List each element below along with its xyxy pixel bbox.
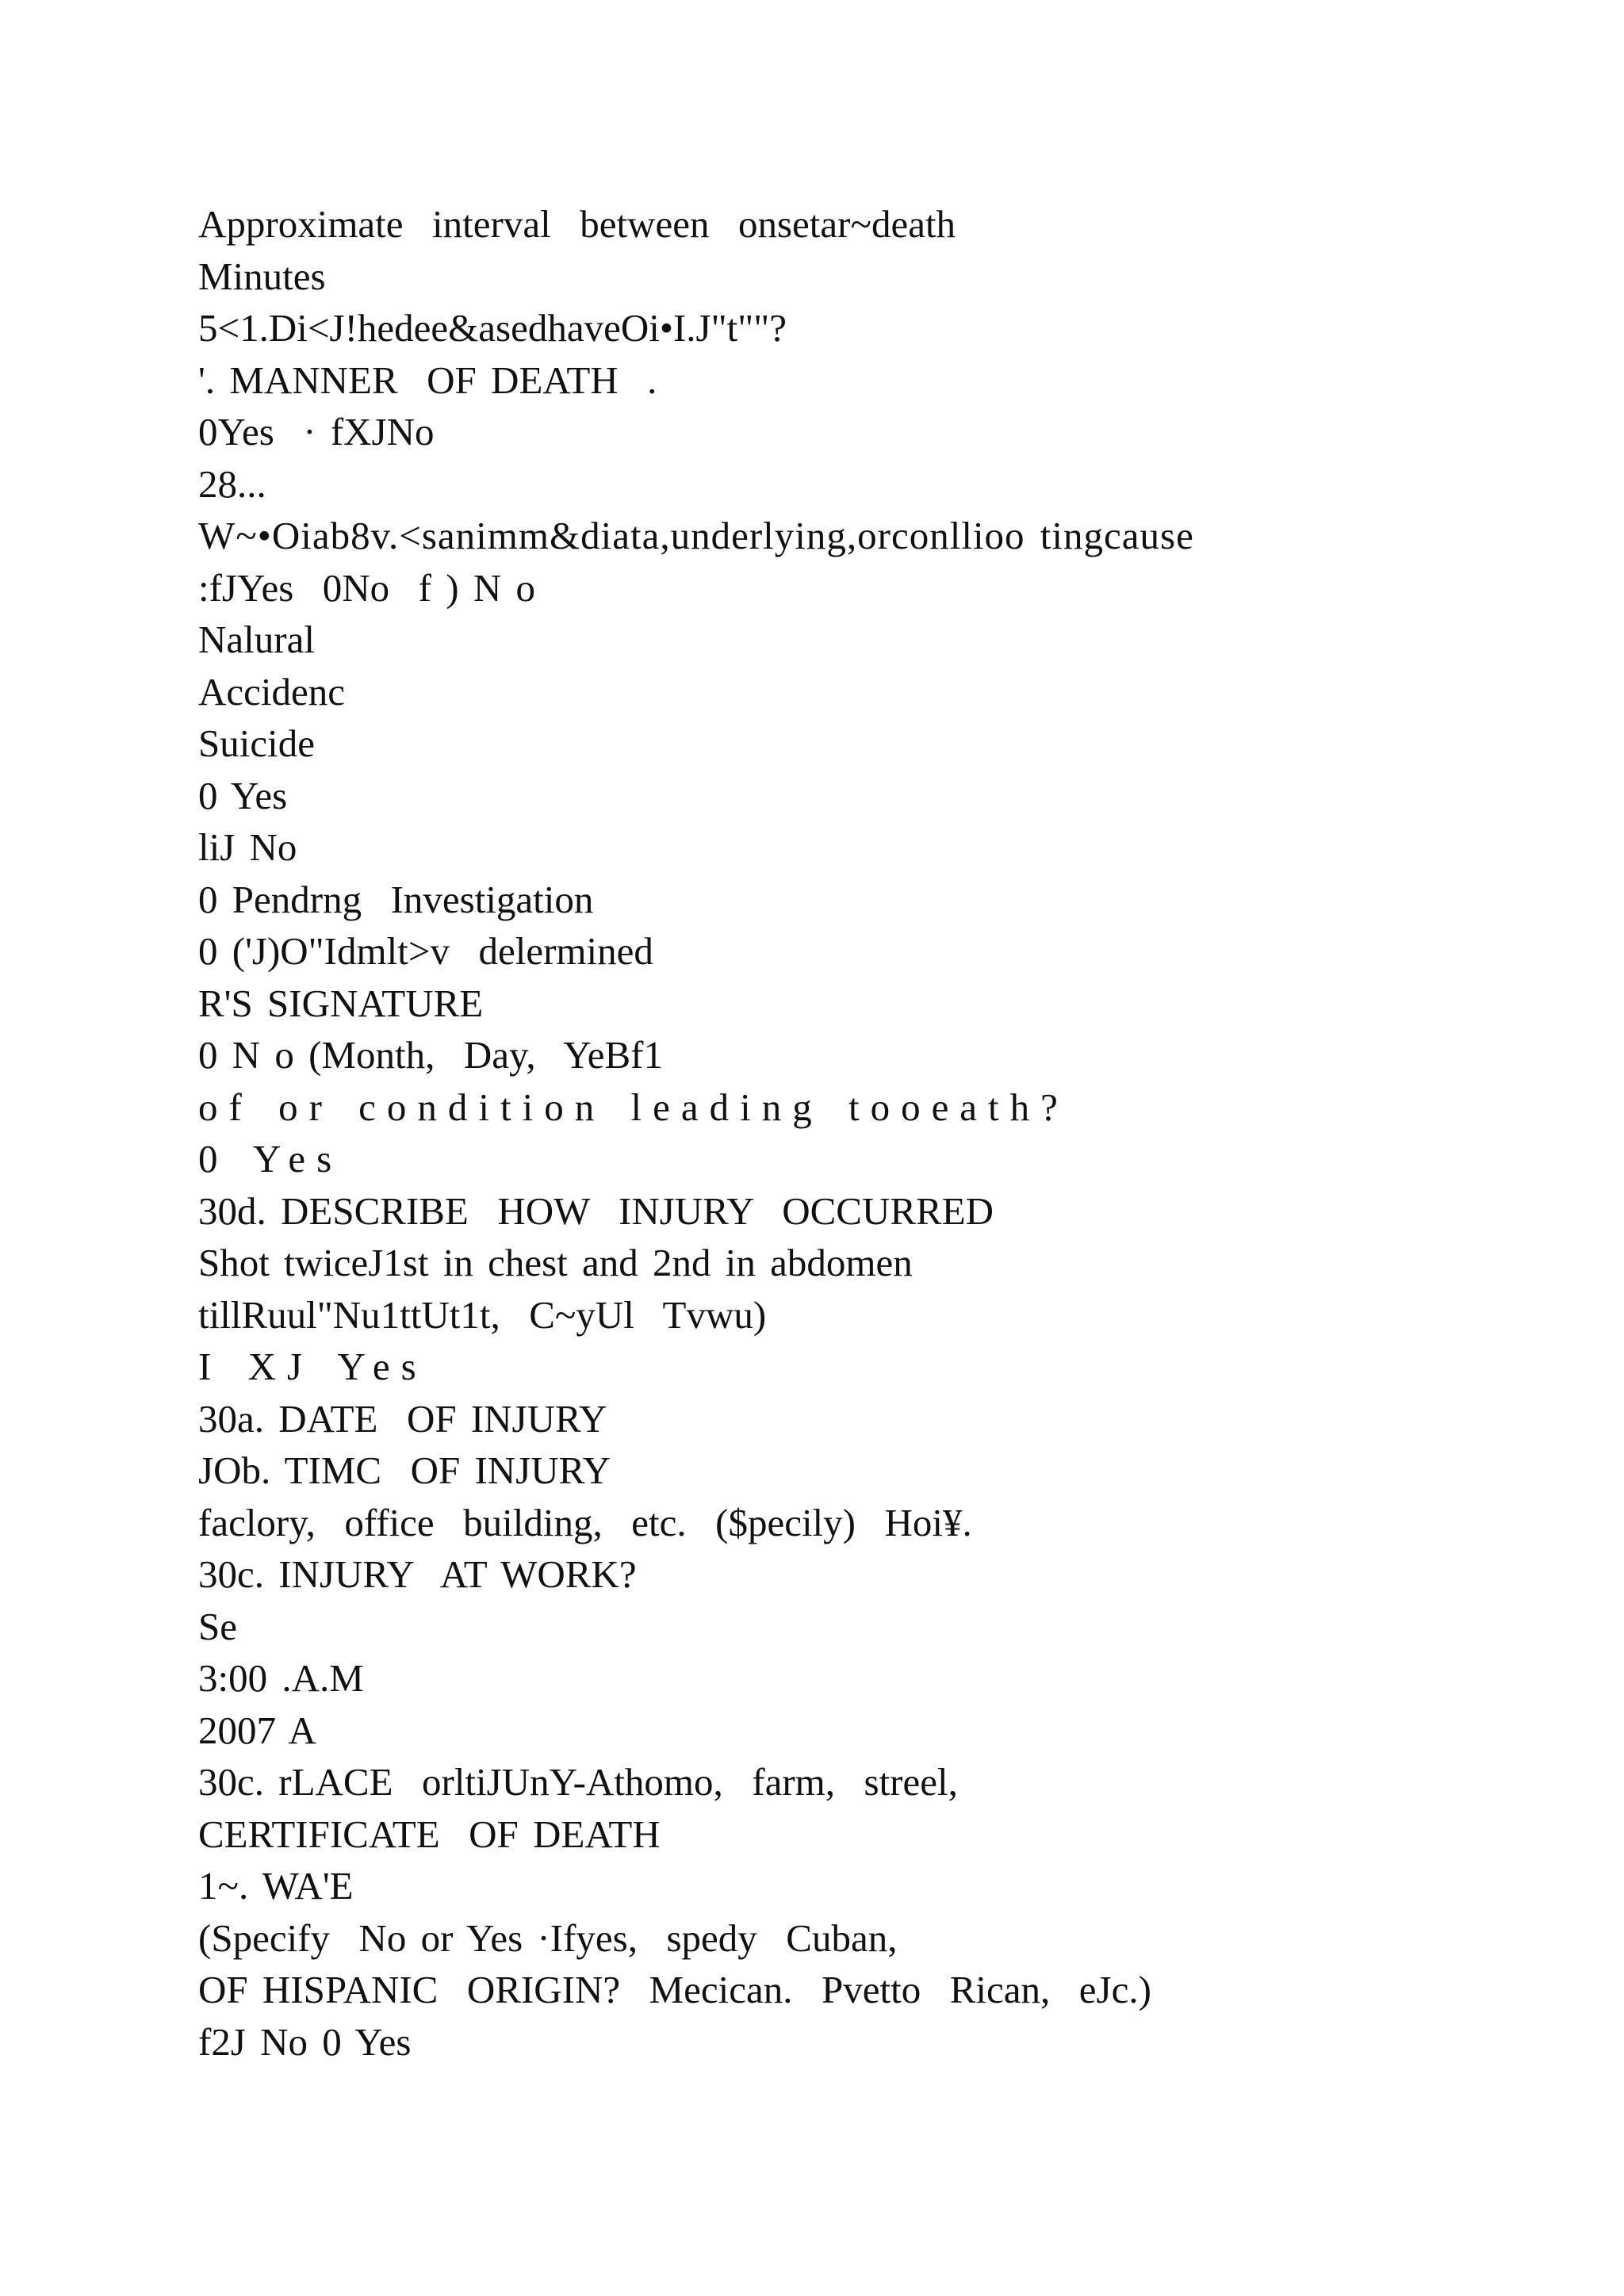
text-line: faclory, office building, etc. ($pecily) Hoi¥. (198, 1500, 972, 1544)
text-line: Approximate interval between onsetar~death (198, 202, 956, 246)
text-line: '. MANNER OF DEATH . (198, 358, 657, 402)
text-line: I XJ Yes (198, 1345, 427, 1388)
text-line: W~•Oiab8v.<sanimm&diata,underlying,orconllioo tingcause (198, 514, 1194, 557)
text-line: 0 N o (Month, Day, YeBf1 (198, 1033, 664, 1077)
text-line: 30a. DATE OF INJURY (198, 1396, 607, 1441)
text-line: CERTIFICATE OF DEATH (198, 1812, 661, 1856)
text-line: :fJYes 0No f ) N o (198, 565, 535, 610)
text-line: Nalural (198, 618, 315, 661)
text-line: 28... (198, 461, 266, 506)
text-line: 30c. rLACE orltiJUnY-Athomo, farm, streel, (198, 1760, 958, 1804)
text-line: f2J No 0 Yes (198, 2019, 412, 2064)
text-line: of or condition leading tooeath? (198, 1085, 1069, 1129)
text-line: OF HISPANIC ORIGIN? Mecican. Pvetto Rican, eJc.) (198, 1968, 1151, 2011)
text-line: Se (198, 1604, 237, 1648)
text-line: 0Yes · fXJNo (198, 410, 435, 453)
text-line: 5<1.Di<J!hedee&asedhaveOi•I.J"t""? (198, 306, 787, 350)
text-line: R'S SIGNATURE (198, 981, 484, 1025)
text-line: Minutes (198, 254, 326, 298)
text-line: 2007 A (198, 1708, 316, 1752)
text-line: Accidenc (198, 669, 345, 714)
text-line: 0 Pendrng Investigation (198, 877, 594, 921)
text-lines (198, 198, 1586, 2068)
text-line: 30d. DESCRIBE HOW INJURY OCCURRED (198, 1188, 994, 1233)
text-line: Shot twiceJ1st in chest and 2nd in abdomen (198, 1241, 913, 1284)
text-line: tillRuul"Nu1ttUt1t, C~yUl Tvwu) (198, 1292, 767, 1337)
text-line: 3:00 .A.M (198, 1656, 364, 1700)
text-line: 0 Yes (198, 1137, 343, 1181)
text-line: 0 ('J)O"Idmlt>v delermined (198, 929, 653, 973)
text-line: Suicide (198, 721, 315, 765)
text-line: (Specify No or Yes ·Ifyes, spedy Cuban, (198, 1915, 898, 1960)
text-line: 0 Yes (198, 773, 288, 817)
text-line: 30c. INJURY AT WORK? (198, 1552, 637, 1596)
text-line: liJ No (198, 825, 297, 869)
text-line: JOb. TIMC OF INJURY (198, 1448, 611, 1492)
text-line: 1~. WA'E (198, 1864, 354, 1908)
